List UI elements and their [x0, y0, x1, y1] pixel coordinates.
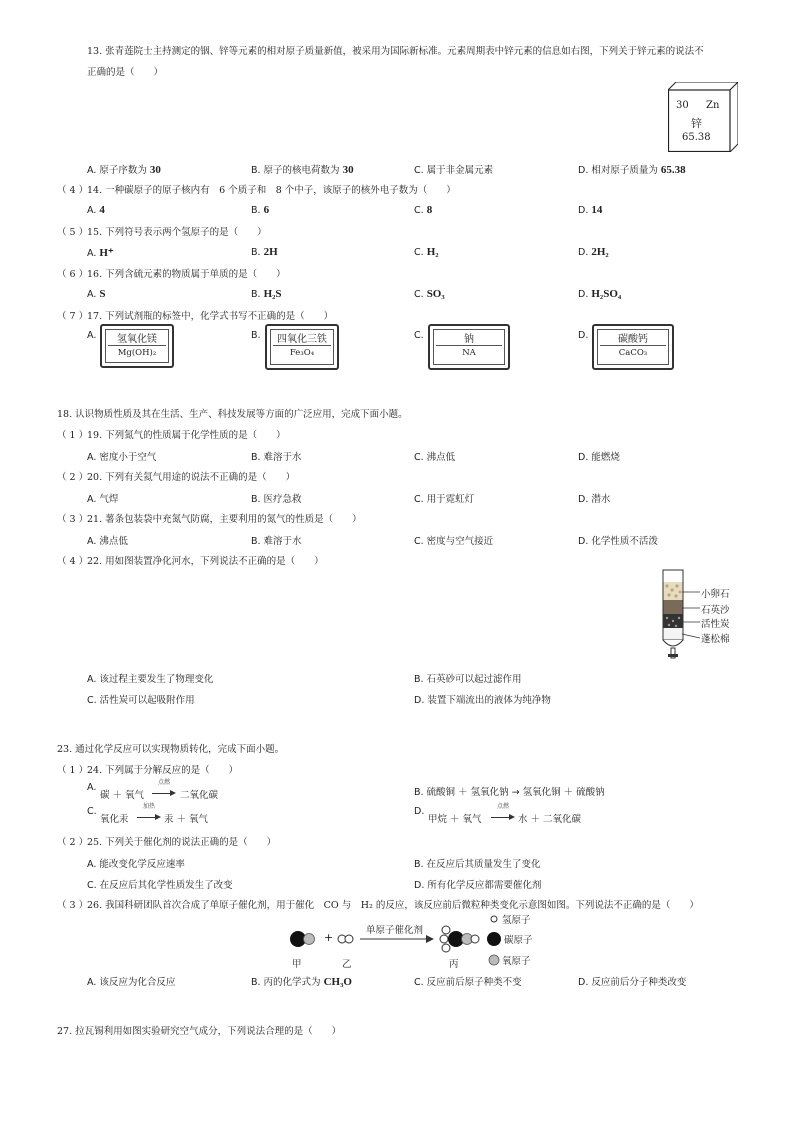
q14-option-a[interactable]: [87, 204, 105, 216]
molecule-name-yi: 乙: [342, 959, 352, 970]
zinc-element-card: [668, 82, 738, 152]
q26-stem: 26. 我国科研团队首次合成了单原子催化剂，用于催化 CO 与 H₂ 的反应，该反应前后微粒种类变化示意图如图。下列说法不正确的是（ ）: [87, 900, 699, 911]
filter-label-pebbles: 小卵石: [701, 589, 730, 600]
q20-prefix: （ 2 ）: [57, 472, 89, 483]
option-a-value: S: [99, 288, 106, 300]
option-c-text: C.: [414, 205, 427, 216]
q13-stem-line1: 13. 张青莲院士主持测定的铟、锌等元素的相对原子质量新值，被采用为国际新标准。元素周期表中锌元素的信息如右图，下列关于锌元素的说法不: [87, 46, 704, 57]
filter-label-sand: 石英沙: [701, 605, 730, 616]
legend-oxygen: 氧原子: [502, 956, 531, 967]
option-d-text: D.: [578, 205, 592, 216]
q17-stem: 17. 下列试剂瓶的标签中，化学式书写不正确的是（ ）: [87, 311, 334, 322]
q26-option-b[interactable]: [251, 974, 352, 988]
catalyst-label: 单原子催化剂: [366, 925, 424, 936]
q22-option-c[interactable]: C. 活性炭可以起吸附作用: [87, 695, 195, 706]
q17-prefix: （ 7 ）: [57, 311, 89, 322]
option-d-text: D. 相对原子质量为: [578, 165, 661, 176]
q26-prefix: （ 3 ）: [57, 900, 89, 911]
q26-option-d[interactable]: D. 反应前后分子种类改变: [578, 977, 687, 988]
q19-option-b[interactable]: B. 难溶于水: [251, 452, 302, 463]
q18-stem: 18. 认识物质性质及其在生活、生产、科技发展等方面的广泛应用，完成下面小题。: [57, 409, 408, 420]
q16-option-d[interactable]: [578, 288, 621, 300]
element-mass: 65.38: [682, 132, 711, 143]
q24-a-left: 碳 ＋ 氧气: [100, 790, 145, 801]
reaction-arrow-icon: [137, 817, 159, 818]
q16-option-b[interactable]: [251, 288, 282, 300]
option-b-text: B. 丙的化学式为: [251, 977, 324, 988]
q17-option-c[interactable]: C.: [414, 330, 424, 341]
q16-option-a[interactable]: [87, 288, 106, 300]
q15-option-b[interactable]: [251, 246, 278, 258]
label-name: 四氧化三铁: [277, 334, 327, 345]
q16-prefix: （ 6 ）: [57, 269, 89, 280]
element-number: 30: [676, 100, 689, 111]
q14-option-b[interactable]: [251, 204, 269, 216]
q13-option-c[interactable]: C. 属于非金属元素: [414, 165, 494, 176]
option-d-value: H₂SO₄: [591, 288, 622, 300]
option-a-text: A.: [87, 248, 100, 259]
q19-option-c[interactable]: C. 沸点低: [414, 452, 456, 463]
q19-stem: 19. 下列氮气的性质属于化学性质的是（ ）: [87, 430, 286, 441]
option-b-value: 2H: [263, 246, 278, 258]
label-divider: [600, 345, 666, 346]
option-c-text: C.: [414, 247, 427, 258]
option-c-value: SO₃: [426, 288, 445, 300]
q15-prefix: （ 5 ）: [57, 227, 89, 238]
q22-option-b[interactable]: B. 石英砂可以起过滤作用: [414, 674, 522, 685]
option-b-text: B.: [251, 289, 264, 300]
q14-option-d[interactable]: [578, 204, 602, 216]
label-divider: [436, 345, 502, 346]
q25-option-a[interactable]: A. 能改变化学反应速率: [87, 859, 185, 870]
q13-option-d[interactable]: [578, 162, 686, 176]
option-a-text: A.: [87, 205, 100, 216]
q25-option-d[interactable]: D. 所有化学反应都需要催化剂: [414, 880, 542, 891]
molecule-name-bing: 丙: [449, 959, 459, 970]
q24-prefix: （ 1 ）: [57, 765, 89, 776]
q13-stem-line2: 正确的是（ ）: [87, 67, 164, 78]
q19-prefix: （ 1 ）: [57, 430, 89, 441]
q24-option-d[interactable]: D.: [414, 806, 425, 817]
q15-stem: 15. 下列符号表示两个氢原子的是（ ）: [87, 227, 267, 238]
water-filter-diagram: [660, 568, 780, 670]
q24-d-condition: 点燃: [497, 803, 510, 810]
q22-option-d[interactable]: D. 装置下端流出的液体为纯净物: [414, 695, 551, 706]
q21-prefix: （ 3 ）: [57, 514, 89, 525]
reaction-arrow-icon: [491, 817, 513, 818]
q21-stem: 21. 薯条包装袋中充氮气防腐，主要利用的氮气的性质是（ ）: [87, 514, 362, 525]
q24-a-right: 二氧化碳: [180, 790, 219, 801]
reaction-arrow-icon: [152, 793, 174, 794]
option-a-value: H⁺: [99, 247, 114, 259]
q14-stem: 14. 一种碳原子的原子核内有 6 个质子和 8 个中子，该原子的核外电子数为（ ）: [87, 185, 456, 196]
option-d-value: 65.38: [660, 164, 686, 176]
option-c-text: C.: [414, 289, 427, 300]
q24-d-left: 甲烷 ＋ 氧气: [428, 814, 482, 825]
label-name: 钠: [464, 334, 474, 345]
label-divider: [273, 345, 331, 346]
q24-c-right: 汞 ＋ 氧气: [164, 814, 209, 825]
label-divider: [108, 345, 166, 346]
option-a-value: 30: [149, 164, 161, 176]
q22-prefix: （ 4 ）: [57, 556, 89, 567]
reagent-label-b[interactable]: [265, 324, 339, 370]
option-c-value: 8: [426, 204, 433, 216]
option-d-value: 14: [591, 204, 603, 216]
q17-option-b[interactable]: B.: [251, 330, 261, 341]
q13-option-b[interactable]: [251, 162, 354, 176]
q14-option-c[interactable]: [414, 204, 432, 216]
q20-option-b[interactable]: B. 医疗急救: [251, 494, 302, 505]
q16-option-c[interactable]: [414, 288, 445, 300]
q24-c-condition: 加热: [143, 803, 156, 810]
q21-option-a[interactable]: A. 沸点低: [87, 536, 128, 547]
q19-option-a[interactable]: A. 密度小于空气: [87, 452, 157, 463]
legend-carbon: 碳原子: [504, 935, 533, 946]
q24-d-right: 水 ＋ 二氧化碳: [518, 814, 582, 825]
q24-option-b[interactable]: B. 硫酸铜 ＋ 氢氧化钠 → 氢氧化铜 ＋ 硫酸钠: [414, 787, 605, 798]
label-name: 氢氧化镁: [117, 334, 157, 345]
catalyst-reaction-diagram: [284, 912, 533, 970]
q24-a-condition: 点燃: [158, 779, 171, 786]
q19-option-d[interactable]: D. 能燃烧: [578, 452, 620, 463]
q17-option-d[interactable]: D.: [578, 330, 589, 341]
q25-stem: 25. 下列关于催化剂的说法正确的是（ ）: [87, 837, 277, 848]
q24-stem: 24. 下列属于分解反应的是（ ）: [87, 765, 239, 776]
filter-label-carbon: 活性炭: [701, 619, 730, 630]
option-d-text: D.: [578, 289, 592, 300]
molecule-drawing: [284, 912, 524, 970]
option-b-text: B. 原子的核电荷数为: [251, 165, 343, 176]
q24-c-left: 氧化汞: [100, 814, 129, 825]
q24-option-c[interactable]: C.: [87, 806, 97, 817]
legend-hydrogen: 氢原子: [502, 915, 531, 926]
q26-option-c[interactable]: C. 反应前后原子种类不变: [414, 977, 522, 988]
q25-prefix: （ 2 ）: [57, 837, 89, 848]
reagent-label-a[interactable]: [100, 324, 174, 368]
q25-option-b[interactable]: B. 在反应后其质量发生了变化: [414, 859, 541, 870]
option-c-value: H₂: [426, 246, 439, 258]
q20-option-d[interactable]: D. 潜水: [578, 494, 611, 505]
q27-stem: 27. 拉瓦锡利用如图实验研究空气成分，下列说法合理的是（ ）: [57, 1026, 342, 1037]
label-name: 碳酸钙: [618, 334, 648, 345]
label-formula: NA: [462, 348, 476, 358]
element-name: 锌: [691, 117, 702, 130]
q25-option-c[interactable]: C. 在反应后其化学性质发生了改变: [87, 880, 233, 891]
q20-option-a[interactable]: A. 气焊: [87, 494, 119, 505]
molecule-name-jia: 甲: [292, 959, 302, 970]
element-symbol: Zn: [706, 100, 720, 111]
q20-option-c[interactable]: C. 用于霓虹灯: [414, 494, 475, 505]
q15-option-d[interactable]: [578, 246, 609, 258]
option-d-value: 2H₂: [591, 246, 609, 258]
q21-option-c[interactable]: C. 密度与空气接近: [414, 536, 494, 547]
q15-option-a[interactable]: [87, 246, 114, 259]
option-a-value: 4: [99, 204, 105, 216]
q14-prefix: （ 4 ）: [57, 185, 89, 196]
filter-label-cotton: 蓬松棉: [701, 634, 730, 645]
q20-stem: 20. 下列有关氦气用途的说法不正确的是（ ）: [87, 472, 296, 483]
q13-option-a[interactable]: [87, 162, 161, 176]
q21-option-d[interactable]: D. 化学性质不活泼: [578, 536, 658, 547]
option-b-value: 30: [342, 164, 354, 176]
q22-stem: 22. 用如图装置净化河水，下列说法不正确的是（ ）: [87, 556, 324, 567]
q21-option-b[interactable]: B. 难溶于水: [251, 536, 302, 547]
option-a-text: A. 原子序数为: [87, 165, 150, 176]
label-formula: Mg(OH)₂: [117, 348, 157, 358]
reagent-label-c[interactable]: [428, 324, 510, 370]
q24-option-a[interactable]: A.: [87, 782, 97, 793]
label-formula: CaCO₃: [618, 348, 648, 358]
q15-option-c[interactable]: [414, 246, 439, 258]
label-formula: Fe₃O₄: [289, 348, 315, 358]
plus-sign: +: [324, 931, 334, 944]
q23-stem: 23. 通过化学反应可以实现物质转化，完成下面小题。: [57, 744, 285, 755]
q26-option-a[interactable]: A. 该反应为化合反应: [87, 977, 176, 988]
q16-stem: 16. 下列含硫元素的物质属于单质的是（ ）: [87, 269, 286, 280]
option-b-value: 6: [263, 204, 270, 216]
option-b-text: B.: [251, 247, 264, 258]
option-b-value: H₂S: [263, 288, 282, 300]
option-b-text: B.: [251, 205, 264, 216]
q17-option-a[interactable]: A.: [87, 330, 97, 341]
option-b-value: CH₃O: [323, 976, 352, 988]
reagent-label-d[interactable]: [592, 324, 674, 370]
option-a-text: A.: [87, 289, 100, 300]
option-d-text: D.: [578, 247, 592, 258]
q22-option-a[interactable]: A. 该过程主要发生了物理变化: [87, 674, 214, 685]
